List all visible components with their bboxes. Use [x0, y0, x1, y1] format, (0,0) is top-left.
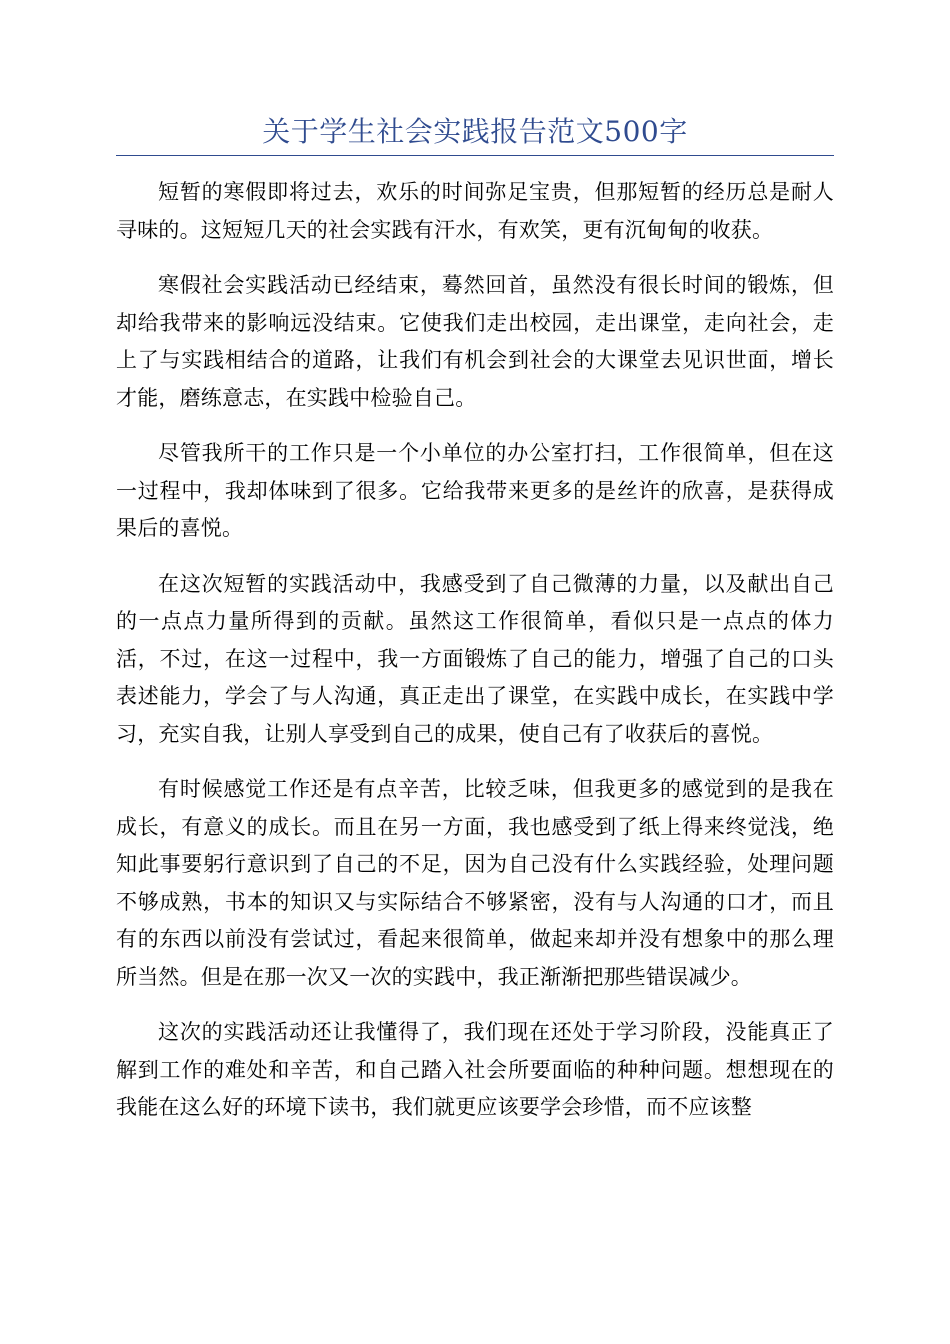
document-title: 关于学生社会实践报告范文500字 [262, 115, 688, 148]
paragraph-6: 这次的实践活动还让我懂得了，我们现在还处于学习阶段，没能真正了解到工作的难处和辛苦，和自己踏入社会所要面临的种种问题。想想现在的我能在这么好的环境下读书，我们就更应该要学会珍惜，而不应该整 [116, 1020, 834, 1119]
paragraph-1: 短暂的寒假即将过去，欢乐的时间弥足宝贵，但那短暂的经历总是耐人寻味的。这短短几天的社会实践有汗水，有欢笑，更有沉甸甸的收获。 [116, 180, 834, 242]
paragraph-4: 在这次短暂的实践活动中，我感受到了自己微薄的力量，以及献出自己的一点点力量所得到的贡献。虽然这工作很简单，看似只是一点点的体力活，不过，在这一过程中，我一方面锻炼了自己的能力，增强了自己的口头表述能力，学会了与人沟通，真正走出了课堂，在实践中成长，在实践中学习，充实自我，让别人享受到自己的成果，使自己有了收获后的喜悦。 [116, 571, 834, 746]
title-underline [116, 155, 834, 156]
paragraph-2: 寒假社会实践活动已经结束，蓦然回首，虽然没有很长时间的锻炼，但却给我带来的影响远没结束。它使我们走出校园，走出课堂，走向社会，走上了与实践相结合的道路，让我们有机会到社会的大课堂去见识世面，增长才能，磨练意志，在实践中检验自己。 [116, 273, 834, 410]
paragraph-3: 尽管我所干的工作只是一个小单位的办公室打扫，工作很简单，但在这一过程中，我却体味到了很多。它给我带来更多的是丝许的欣喜，是获得成果后的喜悦。 [116, 441, 834, 540]
paragraph-5: 有时候感觉工作还是有点辛苦，比较乏味，但我更多的感觉到的是我在成长，有意义的成长。而且在另一方面，我也感受到了纸上得来终觉浅，绝知此事要躬行意识到了自己的不足，因为自己没有什么实践经验，处理问题不够成熟，书本的知识又与实际结合不够紧密，没有与人沟通的口才，而且有的东西以前没有尝试过，看起来很简单，做起来却并没有想象中的那么理所当然。但是在那一次又一次的实践中，我正渐渐把那些错误减少。 [116, 777, 834, 989]
document-body [116, 174, 834, 1145]
